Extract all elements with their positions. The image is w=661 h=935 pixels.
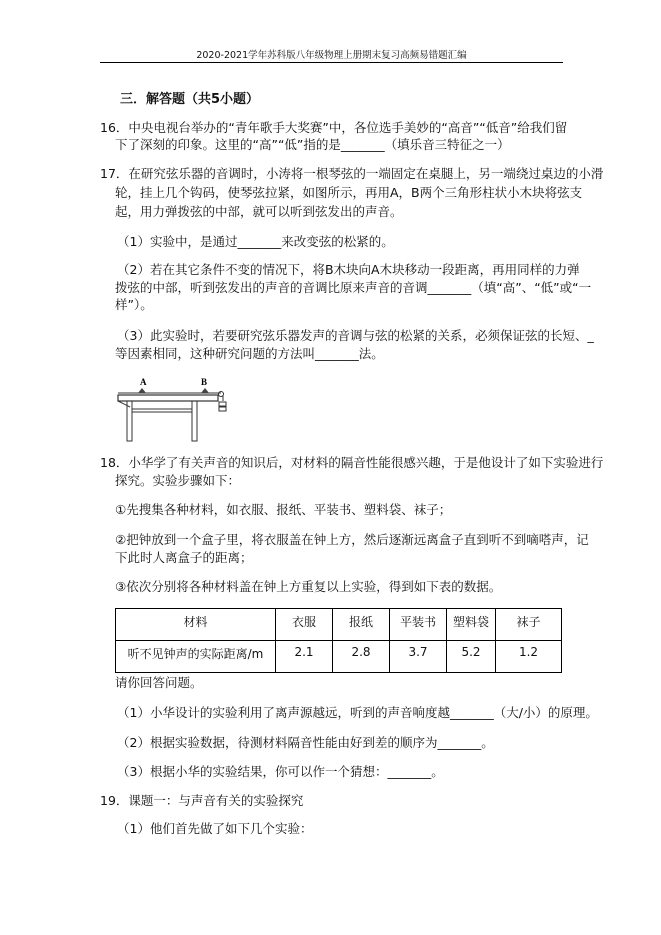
table-header: 报纸 xyxy=(333,609,390,641)
q18-part3: （3）根据小华的实验结果，你可以作一个猜想：_______。 xyxy=(117,764,444,779)
q18-step1: ①先搜集各种材料，如衣服、报纸、平装书、塑料袋、袜子； xyxy=(115,502,452,517)
label-a: A xyxy=(140,377,147,387)
table-header: 衣服 xyxy=(276,609,333,641)
table-cell: 5.2 xyxy=(447,641,496,673)
q19-line: 19．课题一：与声音有关的实验探究 xyxy=(100,793,304,808)
table-header: 平装书 xyxy=(390,609,447,641)
q18-line: 探究。实验步骤如下： xyxy=(115,473,241,488)
table-cell: 听不见钟声的实际距离/m xyxy=(116,641,276,673)
q17-part2: （2）若在其它条件不变的情况下，将B木块向A木块移动一段距离，再用同样的力弹 xyxy=(117,262,580,277)
q17-line: 17．在研究弦乐器的音调时，小涛将一根琴弦的一端固定在桌腿上，另一端绕过桌边的小滑 xyxy=(100,166,604,181)
q17-part2: 拨弦的中部，听到弦发出的声音的音调比原来声音的音调_______（填“高”、“低”或“一 xyxy=(115,280,592,295)
q17-line: 轮，挂上几个钩码，使琴弦拉紧，如图所示，再用A，B两个三角形柱状小木块将弦支 xyxy=(115,185,583,200)
label-b: B xyxy=(201,377,208,387)
header-rule xyxy=(100,62,563,63)
q18-prompt: 请你回答问题。 xyxy=(115,675,203,690)
page-header: 2020-2021学年苏科版八年级物理上册期末复习高频易错题汇编 xyxy=(196,50,467,61)
table-header: 袜子 xyxy=(496,609,562,641)
data-table xyxy=(115,608,562,673)
q16-line: 16．中央电视台举办的“青年歌手大奖赛”中，各位选手美妙的“高音”“低音”给我们留 xyxy=(100,120,568,135)
table-cell: 3.7 xyxy=(390,641,447,673)
table-row xyxy=(116,641,562,673)
q18-line: 18．小华学了有关声音的知识后，对材料的隔音性能很感兴趣，于是他设计了如下实验进行 xyxy=(100,455,604,470)
q19-part1: （1）他们首先做了如下几个实验： xyxy=(117,821,313,836)
q18-part1: （1）小华设计的实验利用了离声源越远，听到的声音响度越_______（大/小）的原理。 xyxy=(117,705,598,720)
table-header: 塑料袋 xyxy=(447,609,496,641)
q17-part3: 等因素相同，这种研究问题的方法叫_______法。 xyxy=(115,346,384,361)
q17-line: 起，用力弹拨弦的中部，就可以听到弦发出的声音。 xyxy=(115,204,403,219)
string-experiment-figure xyxy=(115,375,240,445)
q18-step3: ③依次分别将各种材料盖在钟上方重复以上实验，得到如下表的数据。 xyxy=(115,579,502,594)
q18-step2: ②把钟放到一个盒子里，将衣服盖在钟上方，然后逐渐远离盒子直到听不到嘀嗒声，记 xyxy=(115,532,589,547)
table-header: 材料 xyxy=(116,609,276,641)
q17-part1: （1）实验中，是通过_______来改变弦的松紧的。 xyxy=(117,234,394,249)
q17-part2: 样”）。 xyxy=(115,297,153,312)
q17-part3: （3）此实验时，若要研究弦乐器发声的音调与弦的松紧的关系，必须保证弦的长短、_ xyxy=(117,328,594,343)
table-cell: 2.8 xyxy=(333,641,390,673)
q18-step2: 下此时人离盒子的距离； xyxy=(115,550,253,565)
q18-part2: （2）根据实验数据，待测材料隔音性能由好到差的顺序为_______。 xyxy=(117,735,494,750)
section-title: 三．解答题（共5小题） xyxy=(120,92,260,107)
table-header-row xyxy=(116,609,562,641)
table-cell: 2.1 xyxy=(276,641,333,673)
q16-line: 下了深刻的印象。这里的“高”“低”指的是_______（填乐音三特征之一） xyxy=(115,137,510,152)
table-cell: 1.2 xyxy=(496,641,562,673)
